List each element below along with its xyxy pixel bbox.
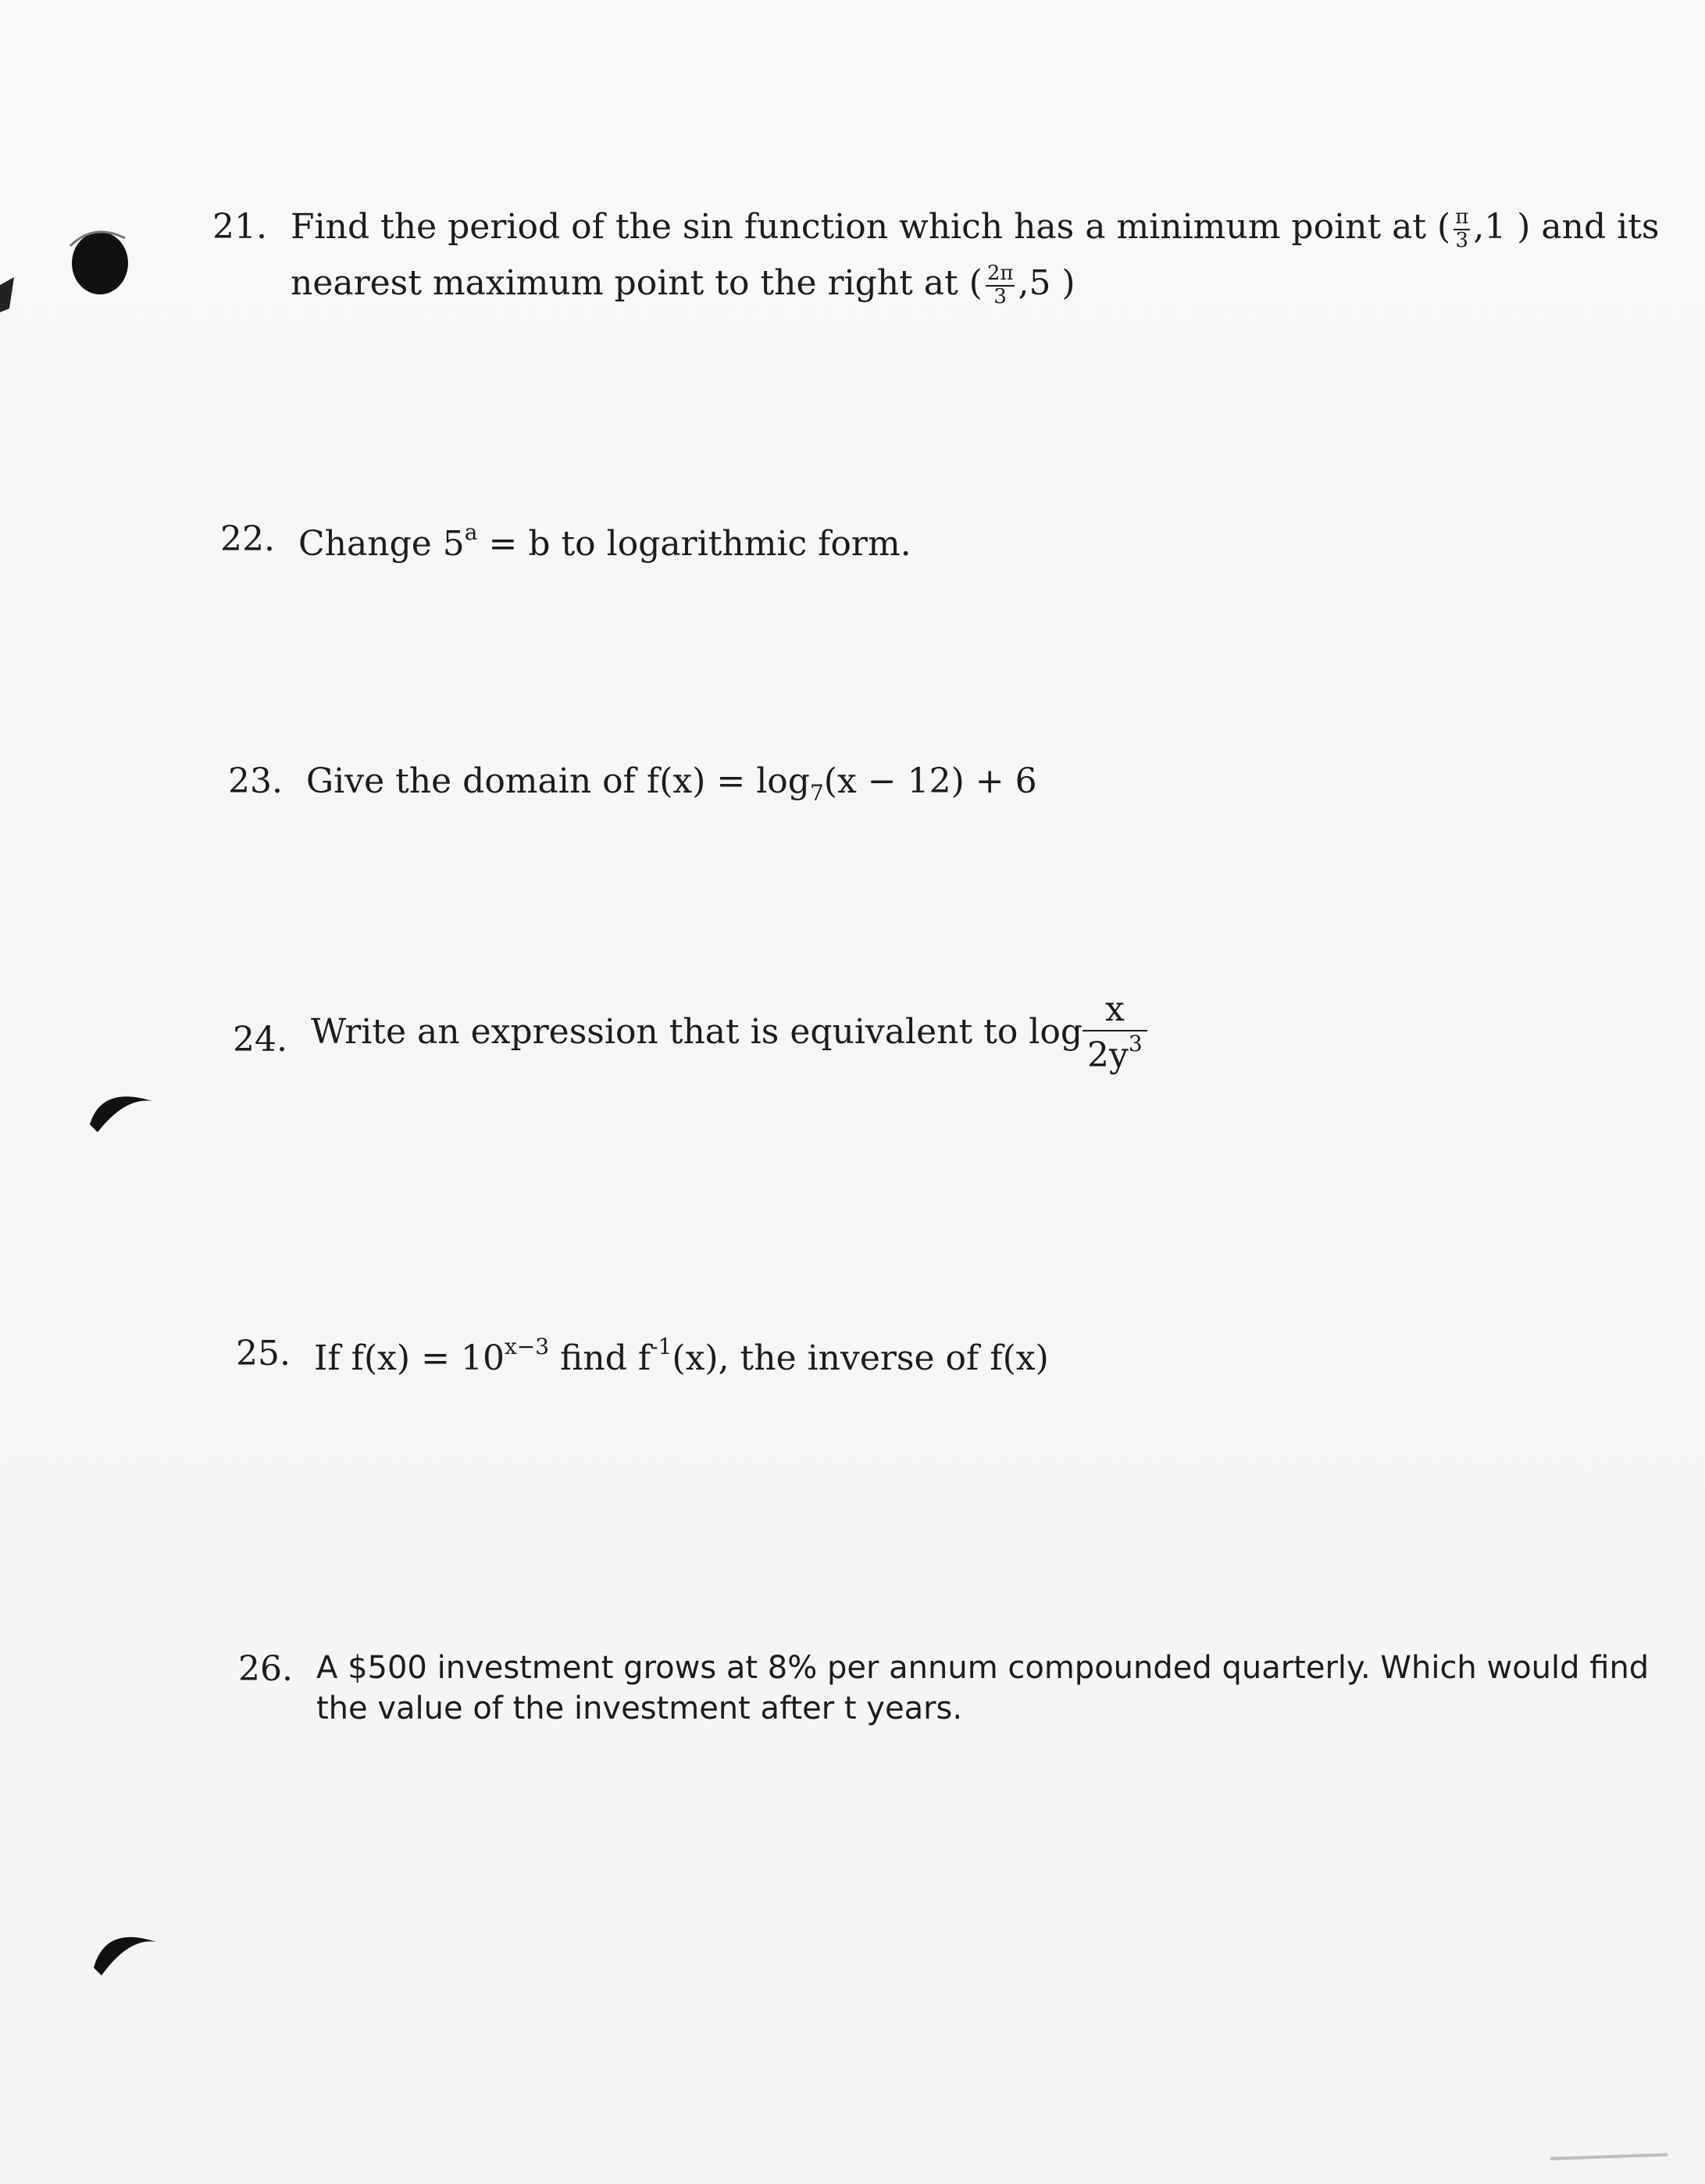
function-arg: (x) xyxy=(363,1338,411,1378)
end-function-arg: (x) xyxy=(1002,1338,1049,1378)
fraction-pi-over-3 xyxy=(1454,207,1470,251)
question-text: ,5 ) xyxy=(1018,263,1075,303)
inverse-function-f: f xyxy=(637,1338,651,1378)
scan-edge-mark xyxy=(1550,2153,1668,2160)
question-number: 23. xyxy=(228,761,283,801)
question-21-line-1 xyxy=(291,207,1660,251)
text-if: If xyxy=(314,1338,351,1378)
function-arg: (x) xyxy=(659,761,706,801)
exponent-x-minus-3: x−3 xyxy=(504,1334,550,1359)
denominator-exponent: 3 xyxy=(1128,1030,1143,1056)
inverse-exponent: -1 xyxy=(651,1334,672,1359)
page-edge-mark-icon xyxy=(0,277,16,316)
log-fraction xyxy=(1083,990,1147,1075)
question-text xyxy=(311,990,1147,1075)
function-f: f xyxy=(351,1338,364,1378)
inverse-arg: (x) xyxy=(672,1338,719,1378)
log-label: log xyxy=(1029,1012,1083,1053)
end-function-f: f xyxy=(990,1338,1003,1378)
question-text xyxy=(298,519,911,565)
question-number: 22. xyxy=(220,519,275,559)
text-find: find xyxy=(549,1338,638,1378)
variable-b: b xyxy=(528,524,551,564)
fraction-numerator: π xyxy=(1455,205,1469,230)
fraction-denominator: 3 xyxy=(993,284,1007,308)
fraction-numerator: 2π xyxy=(986,262,1014,286)
equals-sign: = xyxy=(477,524,529,564)
denominator-base: 2y xyxy=(1087,1035,1129,1075)
question-26-line-1: A $500 investment grows at 8% per annum compounded quarterly. Which would find xyxy=(316,1650,1650,1686)
log-argument: (x − 12) + 6 xyxy=(823,761,1037,801)
fraction-denominator-2y3 xyxy=(1083,1031,1147,1076)
question-21-line-2 xyxy=(291,263,1075,308)
text-logarithmic-form: to logarithmic form. xyxy=(550,524,911,564)
punch-hole-middle-icon xyxy=(86,1078,156,1140)
question-number: 24. xyxy=(233,1020,287,1060)
punch-hole-top-icon xyxy=(62,223,133,301)
fraction-numerator-x: x xyxy=(1083,990,1147,1031)
question-text xyxy=(314,1334,1049,1380)
question-text: Find the period of the sin function which has a minimum point at ( xyxy=(291,207,1451,247)
question-number: 21. xyxy=(212,207,267,247)
text-change: Change 5 xyxy=(298,524,465,564)
question-text: ,1 ) and its xyxy=(1473,207,1660,247)
fraction-2pi-over-3 xyxy=(986,263,1015,308)
question-number: 26. xyxy=(238,1649,293,1689)
log-base: 7 xyxy=(809,780,824,806)
question-26-line-2: the value of the investment after t years. xyxy=(316,1691,963,1726)
question-text xyxy=(306,761,1037,807)
equals-log: = log xyxy=(705,761,810,801)
equals-ten: = 10 xyxy=(410,1338,505,1378)
text-write-expression: Write an expression that is equivalent to xyxy=(311,1012,1029,1053)
text-the-inverse-of: , the inverse of xyxy=(718,1338,990,1378)
punch-hole-bottom-icon xyxy=(90,1917,160,1979)
question-number: 25. xyxy=(236,1334,291,1373)
fraction-denominator: 3 xyxy=(1455,228,1469,252)
text-give-domain: Give the domain of xyxy=(306,761,647,801)
question-text: nearest maximum point to the right at ( xyxy=(291,263,983,303)
exponent-a: a xyxy=(464,519,478,545)
function-f: f xyxy=(646,761,660,801)
